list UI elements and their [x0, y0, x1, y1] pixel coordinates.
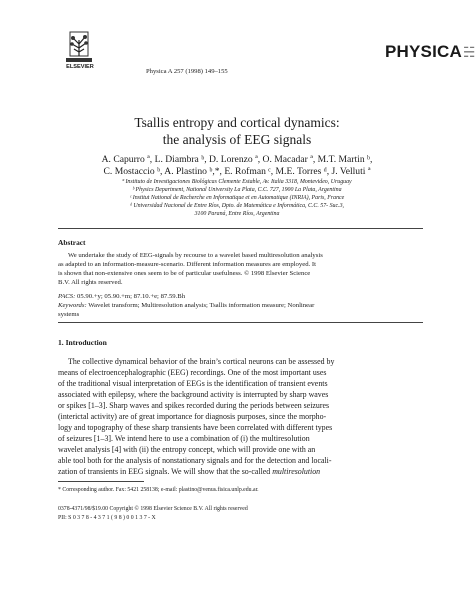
copyright-line: 0378-4371/98/$19.00 Copyright © 1998 Elsevier Science B.V. All rights reserved: [58, 506, 248, 512]
keywords-label: Keywords:: [58, 302, 87, 309]
section-heading: 1. Introduction: [58, 338, 107, 347]
author-line-1: A. Capurro ª, L. Diambra ᵇ, D. Lorenzo ª, O. Macadar ª, M.T. Martin ᵇ,: [101, 154, 373, 165]
affiliation-c: ᶜ Institut National de Recherche en Informatique et en Automatique (INRIA), Paris, France: [129, 195, 345, 201]
keywords-line-2: systems: [58, 311, 80, 318]
abstract-bottom-rule: [58, 322, 423, 323]
intro-line-11-text: zation of transients in EEG signals. We will show that the so-called: [58, 467, 273, 476]
intro-line-9: wavelet analysis [4] with (ii) the entropy concept, which will provide one with an: [58, 445, 316, 454]
abstract-line-1: We undertake the study of EEG-signals by recourse to a wavelet based multiresolution analysis: [68, 252, 323, 259]
elsevier-tree-icon: [58, 30, 102, 78]
pacs-value: 05.90.+y; 05.90.+m; 87.10.+e; 87.59.Bh: [75, 293, 186, 300]
intro-line-8: of seizures [1–3]. We intend here to use a combination of (i) the multiresolution: [58, 434, 310, 443]
affiliation-b: ᵇ Physics Department, National University La Plata, C.C. 727, 1900 La Plata, Argentina: [132, 187, 342, 193]
intro-line-7: logy and topography of these sharp transients have been correlated with different types: [58, 423, 333, 432]
intro-line-10: able tool both for the analysis of nonstationary signals and for the detection and locali-: [58, 456, 332, 465]
pii-line: PII: S 0 3 7 8 - 4 3 7 1 ( 9 8 ) 0 0 1 3 7 - X: [58, 515, 156, 521]
journal-logo: [385, 42, 476, 62]
abstract-heading: Abstract: [58, 238, 86, 247]
abstract-line-2: as adapted to an information-measure-scenario. Different information measures are employed. It: [58, 261, 316, 268]
pacs-line: [58, 292, 185, 301]
journal-citation: Physica A 257 (1998) 149–155: [146, 68, 228, 75]
pacs-label: PACS:: [58, 293, 76, 300]
publisher-name: ELSEVIER: [66, 64, 94, 70]
footnote: * Corresponding author. Fax: 5421 258138; e-mail: plastino@venus.fisica.unlp.edu.ar.: [58, 487, 259, 493]
affiliation-d-line-2: 3100 Paraná, Entre Ríos, Argentina: [194, 211, 280, 217]
author-line-2: C. Mostaccio ᵇ, A. Plastino ᵇ,*, E. Rofman ᶜ, M.E. Torres ᵈ, J. Velluti ª: [103, 166, 371, 177]
affiliation-a: ª Instituto de Investigaciones Biológicas Clemente Estable, Av. Italia 3318, Montevideo, Uruguay: [122, 179, 352, 185]
paper-title-line-1: Tsallis entropy and cortical dynamics:: [134, 115, 340, 130]
intro-line-11-italic: multiresolution: [272, 467, 321, 476]
elsevier-logo: [58, 30, 102, 78]
keywords-line-1: [58, 301, 314, 310]
intro-line-5: or spikes [1–3]. Sharp waves and spikes recorded during the periods between seizures: [58, 401, 330, 410]
abstract-top-rule: [58, 228, 423, 229]
paper-title-line-2: the analysis of EEG signals: [162, 132, 312, 147]
abstract-line-3: is shown that non-extensive ones seem to be of particular usefulness. © 1998 Elsevier Science: [58, 270, 311, 277]
footnote-rule: [58, 481, 144, 482]
intro-line-1: The collective dynamical behavior of the brain’s cortical neurons can be assessed by: [68, 357, 335, 366]
keywords-value: Wavelet transform; Multiresolution analysis; Tsallis information measure; Nonlinear: [86, 302, 315, 309]
intro-line-11: [58, 466, 320, 477]
intro-line-6: (interictal activity) are of great importance for diagnosis purposes, since the morpho-: [58, 412, 327, 421]
intro-line-4: associated with epilepsy, where the background activity is interrupted by sharp waves: [58, 390, 329, 399]
intro-line-3: of the traditional visual interpretation of EEGs is the identification of transient events: [58, 379, 328, 388]
intro-line-2: means of electroencephalographic (EEG) recordings. One of the most important uses: [58, 368, 327, 377]
journal-logo-mark-icon: ☵: [462, 44, 476, 60]
abstract-line-4: B.V. All rights reserved.: [58, 279, 123, 286]
journal-logo-text: PHYSICA: [385, 42, 462, 61]
affiliation-d-line-1: ᵈ Universidad Nacional de Entre Ríos, Dpto. de Matemática e Informática, C.C. 57- Suc.3,: [130, 203, 344, 209]
